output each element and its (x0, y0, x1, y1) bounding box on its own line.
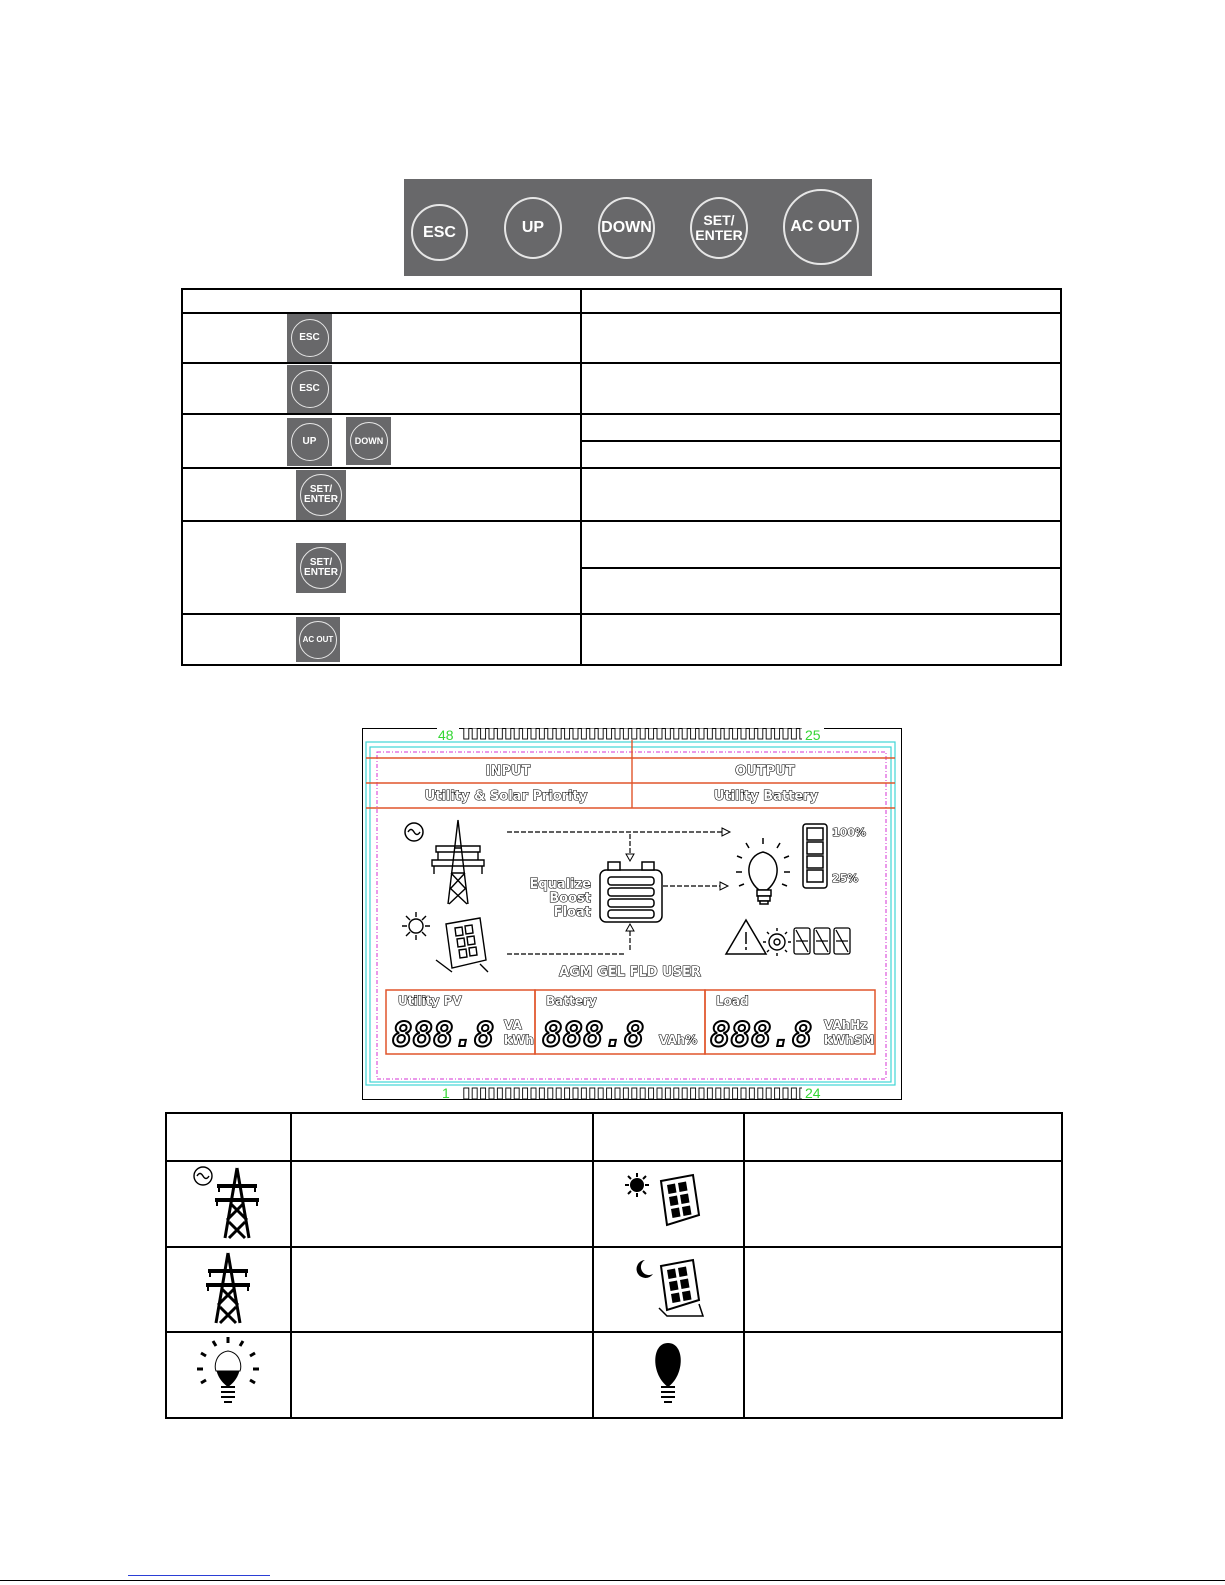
function-cell (581, 568, 1061, 614)
battery-charge-icon (600, 862, 662, 922)
function-cell (581, 363, 1061, 414)
icon-cell (166, 1247, 291, 1332)
button-cell (182, 313, 581, 363)
function-cell (581, 614, 1061, 665)
table-row (166, 1332, 1062, 1418)
utility-ac-tower-icon (193, 1164, 263, 1240)
table-header-row (166, 1113, 1062, 1161)
load-panel-label: Load (716, 994, 749, 1008)
table-row (182, 414, 1061, 441)
function-cell (581, 521, 1061, 568)
ac-out-button-image: AC OUT (783, 189, 859, 265)
load-panel-digits: 888.8 (710, 1015, 813, 1055)
output-label: OUTPUT (735, 764, 795, 779)
battery-panel-label: Battery (546, 994, 597, 1008)
bulb-off-icon (643, 1335, 693, 1411)
button-cell (182, 363, 581, 414)
table-row (166, 1161, 1062, 1247)
solar-night-panel-icon (623, 1254, 713, 1320)
battery-types-label: AGM GEL FLD USER (559, 965, 701, 980)
load-panel-unit-top: VAhHz (824, 1018, 868, 1032)
pin-label-48: 48 (438, 728, 454, 743)
battery-full-label: 100% (832, 826, 866, 839)
up-button-image: UP (504, 197, 562, 259)
button-panel-photo (404, 179, 872, 276)
down-button-image: DOWN (598, 197, 655, 259)
set-enter-button-image: SET/ ENTER (690, 197, 748, 259)
icon-cell (593, 1332, 744, 1418)
lcd-display-diagram (362, 728, 902, 1100)
footer-link-underline[interactable] (128, 1575, 270, 1576)
table-row (166, 1247, 1062, 1332)
set-enter-key-icon: SET/ ENTER (296, 543, 346, 593)
output-mode-label: Utility Battery (713, 789, 819, 804)
input-label: INPUT (485, 764, 531, 779)
icon-cell (166, 1161, 291, 1247)
utility-pv-label: Utility PV (398, 994, 462, 1008)
function-cell (581, 468, 1061, 521)
up-key-icon: UP (287, 418, 332, 466)
function-cell (581, 414, 1061, 441)
description-cell (744, 1332, 1062, 1418)
battery-panel-digits: 888.8 (542, 1015, 645, 1055)
pin-label-24: 24 (805, 1085, 821, 1100)
header-cell-button (182, 289, 581, 313)
button-cell (182, 521, 581, 614)
utility-pv-unit-bottom: kWh (504, 1033, 534, 1047)
esc-key-icon: ESC (287, 314, 332, 362)
header-cell (166, 1113, 291, 1161)
icon-cell (166, 1332, 291, 1418)
down-key-icon: DOWN (346, 417, 391, 465)
description-cell (291, 1161, 593, 1247)
description-cell (291, 1332, 593, 1418)
load-panel-unit-bottom: kWhSM (824, 1033, 875, 1047)
bulb-on-icon (193, 1335, 263, 1411)
utility-tower-icon (198, 1249, 258, 1325)
battery-panel-unit: VAh% (659, 1033, 698, 1047)
button-cell (182, 414, 581, 468)
ac-out-key-icon: AC OUT (296, 617, 340, 662)
function-cell (581, 441, 1061, 468)
bottom-pin-strip (462, 1087, 802, 1099)
top-pin-strip (462, 728, 802, 740)
battery-low-label: 25% (832, 872, 859, 885)
fault-code-digits (794, 928, 850, 954)
description-cell (291, 1247, 593, 1332)
header-cell (593, 1113, 744, 1161)
table-row (182, 363, 1061, 414)
footer-rule (0, 1580, 1225, 1581)
pin-label-1: 1 (442, 1085, 450, 1100)
header-cell (291, 1113, 593, 1161)
table-header-row (182, 289, 1061, 313)
input-mode-label: Utility & Solar Priority (424, 789, 588, 804)
button-cell (182, 468, 581, 521)
set-enter-key-icon: SET/ ENTER (296, 470, 346, 520)
button-cell (182, 614, 581, 665)
esc-button-image: ESC (411, 204, 468, 261)
description-cell (744, 1161, 1062, 1247)
table-row (182, 313, 1061, 363)
table-row (182, 614, 1061, 665)
header-cell-function (581, 289, 1061, 313)
charge-stage-equalize: Equalize (529, 877, 591, 892)
button-function-table (181, 288, 1062, 666)
table-row (182, 521, 1061, 568)
utility-pv-unit-top: VA (504, 1018, 522, 1032)
utility-pv-digits: 888.8 (392, 1015, 495, 1055)
header-cell (744, 1113, 1062, 1161)
charge-stage-float: Float (553, 905, 591, 920)
table-row (182, 468, 1061, 521)
icon-cell (593, 1247, 744, 1332)
description-cell (744, 1247, 1062, 1332)
solar-day-panel-icon (623, 1171, 713, 1233)
icon-cell (593, 1161, 744, 1247)
function-cell (581, 313, 1061, 363)
ac-input-icon (405, 823, 423, 841)
lcd-icon-table (165, 1112, 1063, 1419)
battery-level-icon (803, 824, 827, 888)
esc-key-icon: ESC (287, 365, 332, 413)
pin-label-25: 25 (805, 728, 821, 743)
charge-stage-boost: Boost (549, 891, 591, 906)
